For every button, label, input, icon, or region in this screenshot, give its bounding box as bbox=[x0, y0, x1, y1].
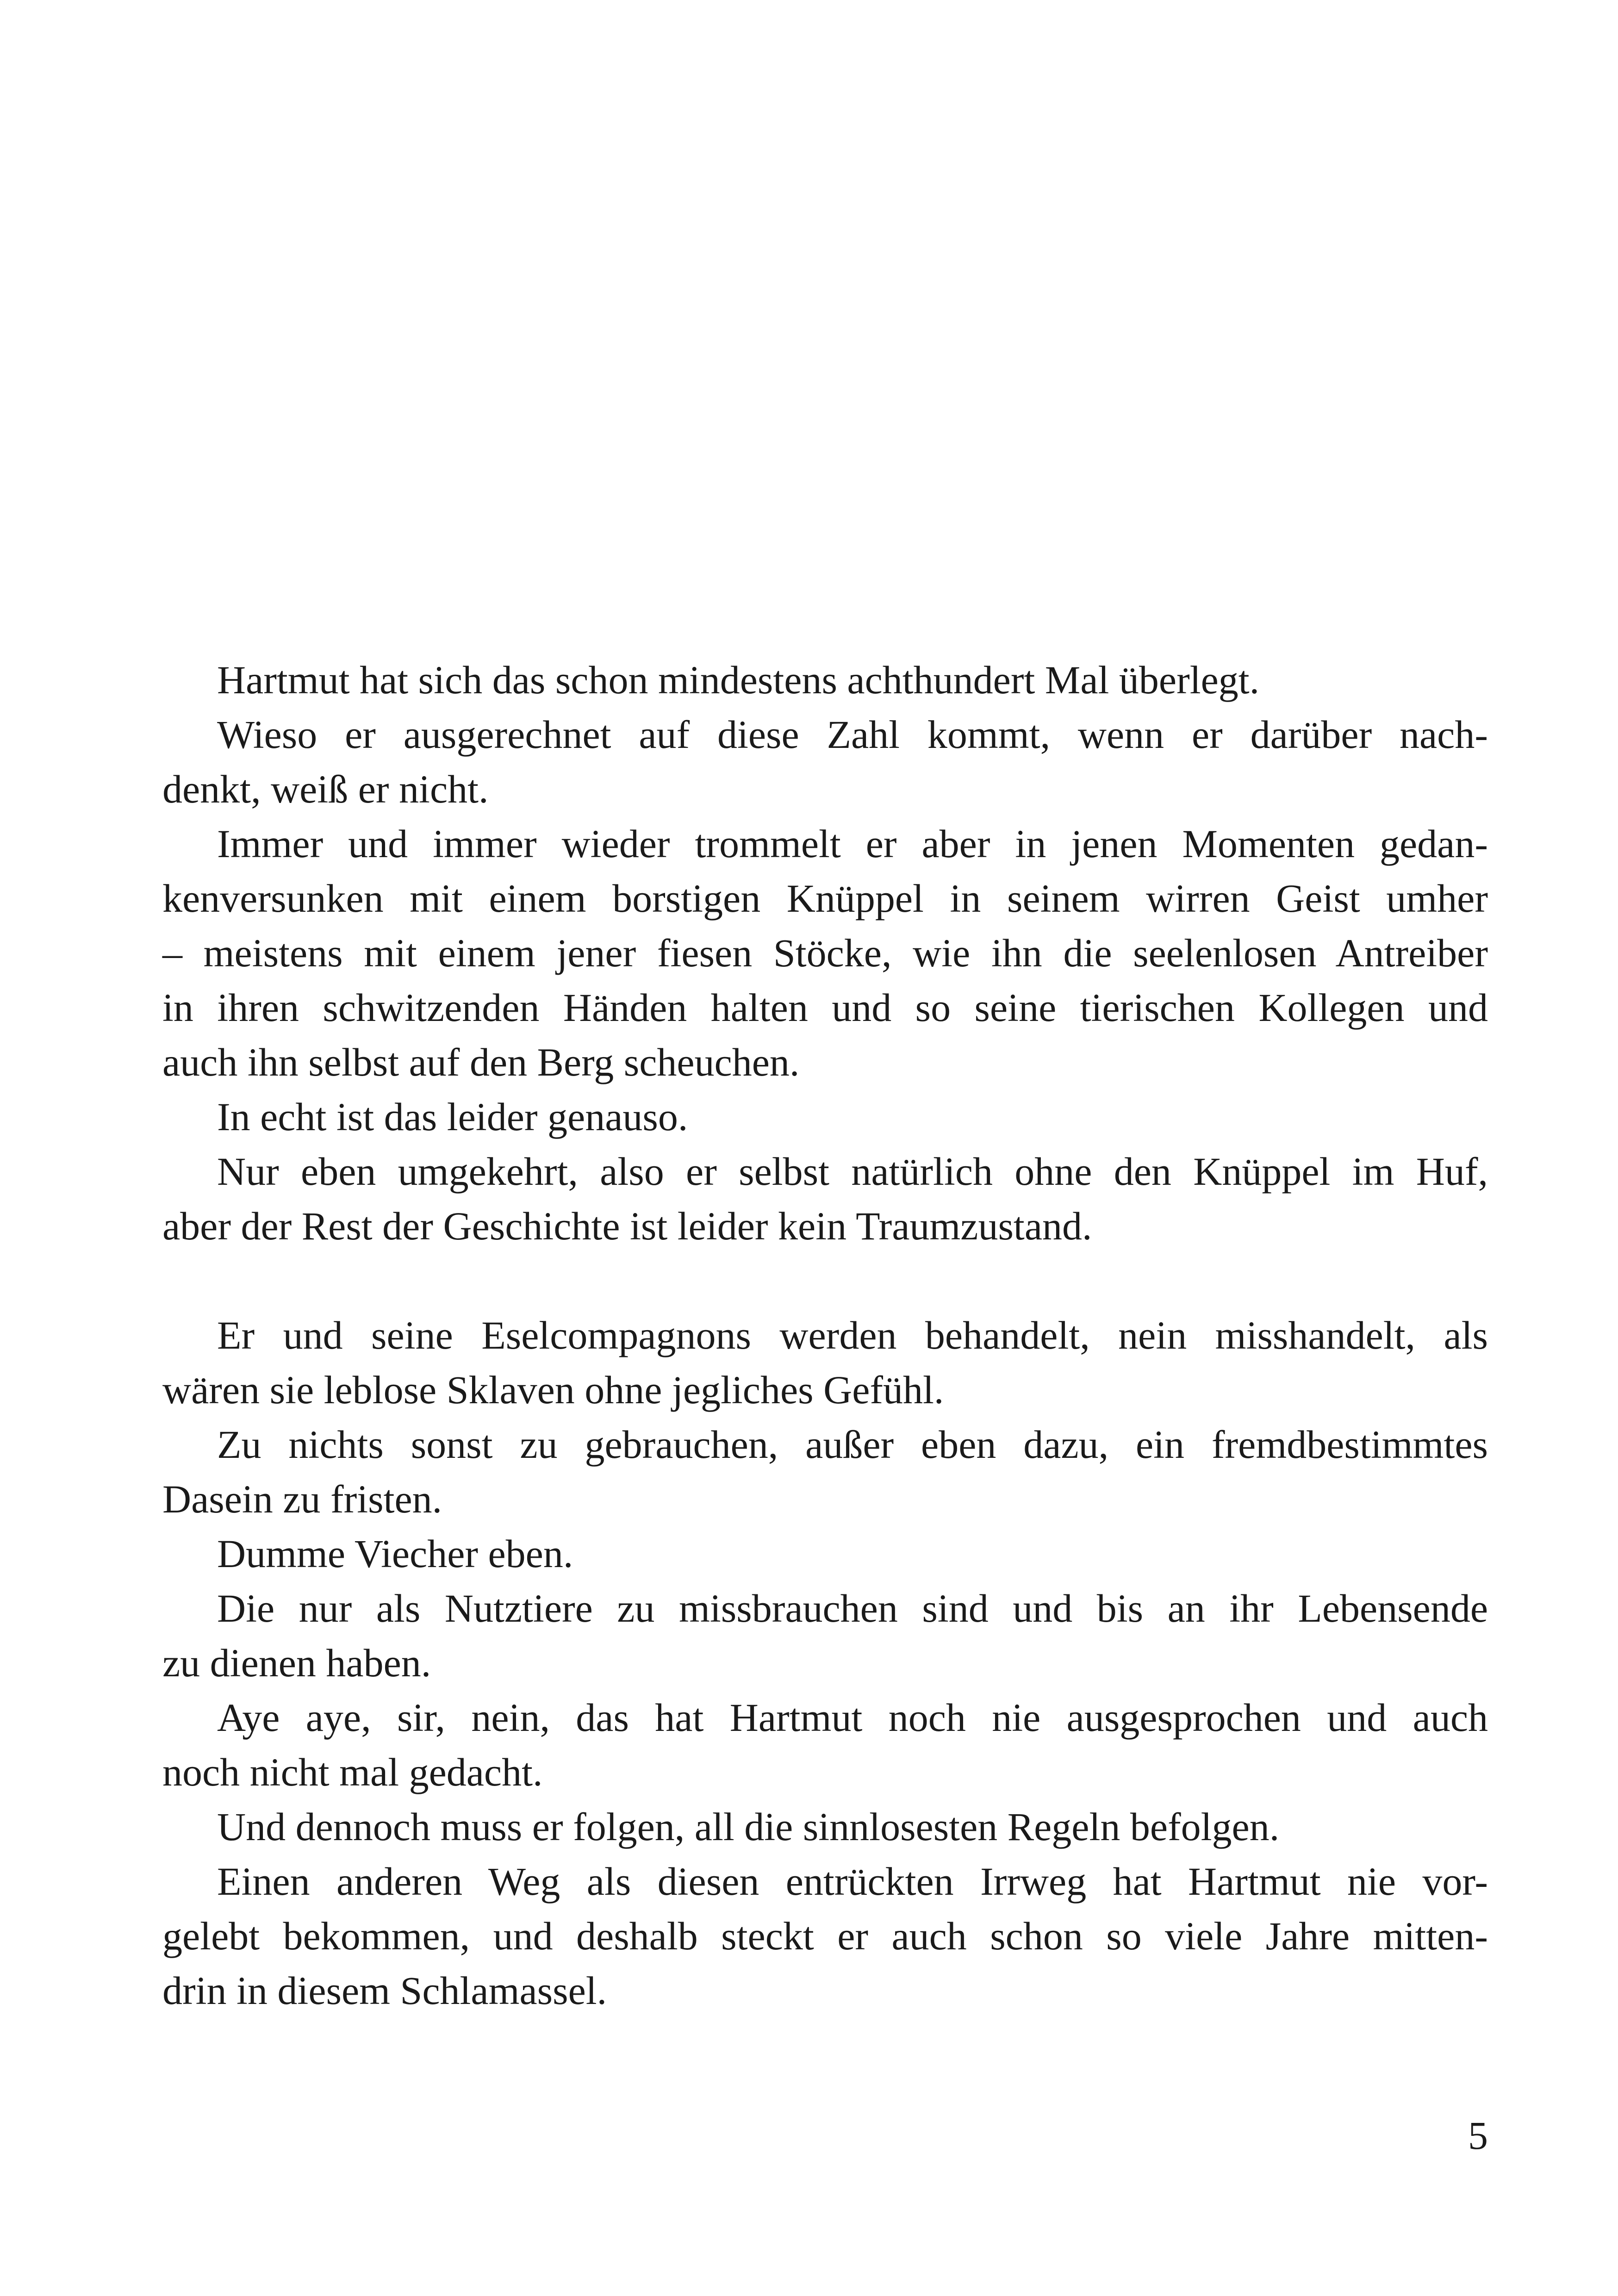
text-line: auch ihn selbst auf den Berg scheuchen. bbox=[162, 1040, 800, 1084]
paragraph-10 bbox=[162, 1690, 1488, 1799]
text-line: Immer und immer wieder trommelt er aber in jenen Momenten gedan- bbox=[217, 821, 1488, 866]
page-number: 5 bbox=[1468, 2113, 1488, 2158]
text-line: Hartmut hat sich das schon mindestens achthundert Mal überlegt. bbox=[217, 658, 1260, 702]
text-line: Dasein zu fristen. bbox=[162, 1477, 442, 1521]
text-line: Einen anderen Weg als diesen entrückten Irrweg hat Hartmut nie vor- bbox=[217, 1859, 1488, 1904]
text-line: Dumme Viecher eben. bbox=[217, 1531, 573, 1576]
text-line: Nur eben umgekehrt, also er selbst natürlich ohne den Knüppel im Huf, bbox=[217, 1149, 1488, 1194]
text-line: Die nur als Nutztiere zu missbrauchen sind und bis an ihr Lebensende bbox=[217, 1586, 1488, 1630]
text-line: noch nicht mal gedacht. bbox=[162, 1750, 543, 1794]
text-line: – meistens mit einem jener fiesen Stöcke, wie ihn die seelenlosen Antreiber bbox=[162, 931, 1488, 975]
text-line: Er und seine Eselcompagnons werden behandelt, nein misshandelt, als bbox=[217, 1313, 1488, 1357]
paragraph-3 bbox=[162, 816, 1488, 1089]
text-line: aber der Rest der Geschichte ist leider kein Traumzustand. bbox=[162, 1204, 1092, 1248]
text-line: zu dienen haben. bbox=[162, 1641, 431, 1685]
paragraph-4 bbox=[162, 1089, 1488, 1144]
text-line: Und dennoch muss er folgen, all die sinnlosesten Regeln befolgen. bbox=[217, 1804, 1280, 1849]
paragraph-8 bbox=[162, 1526, 1488, 1581]
text-line: gelebt bekommen, und deshalb steckt er auch schon so viele Jahre mitten- bbox=[162, 1914, 1488, 1958]
text-line: kenversunken mit einem borstigen Knüppel in seinem wirren Geist umher bbox=[162, 876, 1488, 921]
text-line: Aye aye, sir, nein, das hat Hartmut noch nie ausgesprochen und auch bbox=[217, 1695, 1488, 1740]
section-gap bbox=[162, 1253, 1488, 1308]
paragraph-7 bbox=[162, 1417, 1488, 1526]
text-line: in ihren schwitzenden Händen halten und so seine tierischen Kollegen und bbox=[162, 985, 1488, 1030]
text-line: In echt ist das leider genauso. bbox=[217, 1095, 688, 1139]
text-line: Wieso er ausgerechnet auf diese Zahl kommt, wenn er darüber nach- bbox=[217, 712, 1488, 757]
text-line: wären sie leblose Sklaven ohne jegliches Gefühl. bbox=[162, 1368, 944, 1412]
paragraph-2 bbox=[162, 707, 1488, 816]
paragraph-6 bbox=[162, 1308, 1488, 1417]
paragraph-5 bbox=[162, 1144, 1488, 1253]
paragraph-1 bbox=[162, 653, 1488, 707]
body-text bbox=[162, 653, 1488, 2018]
text-line: drin in diesem Schlamassel. bbox=[162, 1968, 607, 2013]
paragraph-11 bbox=[162, 1799, 1488, 1854]
text-line: Zu nichts sonst zu gebrauchen, außer eben dazu, ein fremdbestimmtes bbox=[217, 1422, 1488, 1467]
paragraph-12 bbox=[162, 1854, 1488, 2018]
text-line: denkt, weiß er nicht. bbox=[162, 767, 489, 811]
paragraph-9 bbox=[162, 1581, 1488, 1690]
